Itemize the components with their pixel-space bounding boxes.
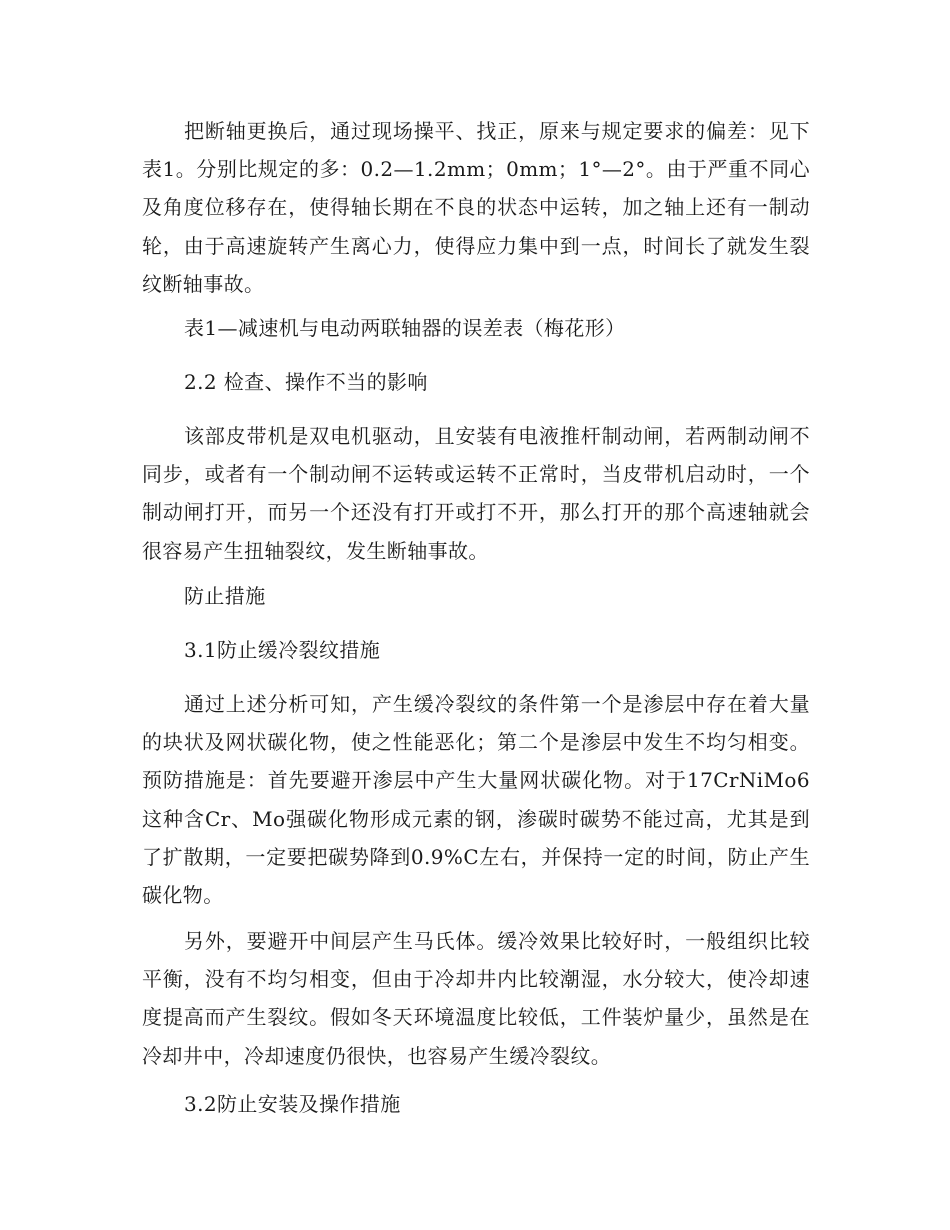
paragraph-text: 该部皮带机是双电机驱动，且安装有电液推杆制动闸，若两制动闸不同步，或者有一个制动闸不运转或运转不正常时，当皮带机启动时，一个制动闸打开，而另一个还没有打开或打不开，那么打开的那个高速轴就会很容易产生扭轴裂纹，发生断轴事故。 xyxy=(142,424,810,563)
section-heading-text: 2.2 检查、操作不当的影响 xyxy=(184,370,428,394)
section-heading-3-1 xyxy=(142,631,810,669)
section-heading-text: 3.2防止安装及操作措施 xyxy=(184,1092,401,1116)
section-heading-3-2 xyxy=(142,1085,810,1123)
section-heading-text: 防止措施 xyxy=(184,584,266,608)
paragraph-avoid-martensite xyxy=(142,922,810,1075)
table-caption-text: 表1—减速机与电动两联轴器的误差表（梅花形） xyxy=(184,316,626,340)
paragraph-dual-motor-brake xyxy=(142,417,810,570)
table-caption xyxy=(142,309,810,347)
paragraph-text: 把断轴更换后，通过现场操平、找正，原来与规定要求的偏差：见下表1。分别比规定的多：0.2—1.2mm；0mm；1°—2°。由于严重不同心及角度位移存在，使得轴长期在不良的状态中运转，加之轴上还有一制动轮，由于高速旋转产生离心力，使得应力集中到一点，时间长了就发生裂纹断轴事故。 xyxy=(142,119,810,296)
paragraph-text: 通过上述分析可知，产生缓冷裂纹的条件第一个是渗层中存在着大量的块状及网状碳化物，使之性能恶化；第二个是渗层中发生不均匀相变。预防措施是：首先要避开渗层中产生大量网状碳化物。对于17CrNiMo6这种含Cr、Mo强碳化物形成元素的钢，渗碳时碳势不能过高，尤其是到了扩散期，一定要把碳势降到0.9%C左右，并保持一定的时间，防止产生碳化物。 xyxy=(142,692,810,908)
paragraph-shaft-replacement-deviation xyxy=(142,112,810,303)
section-heading-text: 3.1防止缓冷裂纹措施 xyxy=(184,638,381,662)
paragraph-slow-cooling-crack-analysis xyxy=(142,685,810,914)
paragraph-text: 另外，要避开中间层产生马氏体。缓冷效果比较好时，一般组织比较平衡，没有不均匀相变，但由于冷却井内比较潮湿，水分较大，使冷却速度提高而产生裂纹。假如冬天环境温度比较低，工件装炉量少，虽然是在冷却井中，冷却速度仍很快，也容易产生缓冷裂纹。 xyxy=(142,929,810,1068)
section-heading-2-2 xyxy=(142,363,810,401)
section-heading-prevention xyxy=(142,577,810,615)
